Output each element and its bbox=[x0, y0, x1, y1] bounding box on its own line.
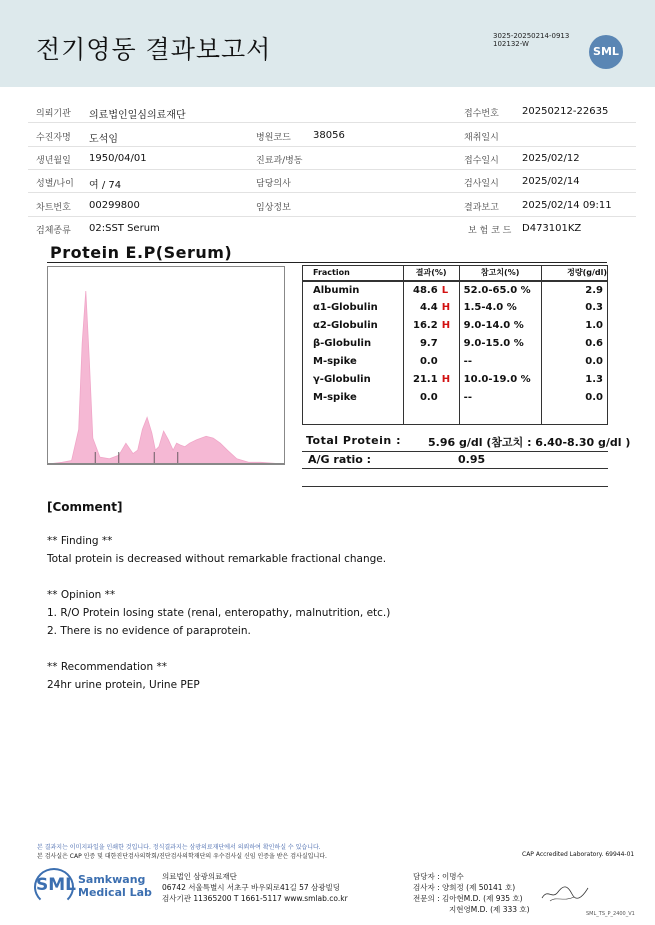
table-row-empty bbox=[303, 407, 608, 425]
opinion-line-1: 1. R/O Protein losing state (renal, enteropathy, malnutrition, etc.) bbox=[47, 607, 391, 619]
result-flag: H bbox=[441, 302, 451, 313]
fraction-reference: 9.0-14.0 % bbox=[459, 317, 541, 335]
name-value: 도석임 bbox=[89, 134, 118, 145]
electrophoresis-chart bbox=[47, 266, 285, 465]
result-value: 21.1 bbox=[413, 374, 438, 385]
divider bbox=[302, 486, 608, 487]
sex-age-value: 여 / 74 bbox=[89, 180, 122, 191]
footer-note-print: 본 결과지는 이미지파일을 인쇄한 것입니다. 정식결과지는 삼광의료재단에서 의뢰하여 확인하실 수 있습니다. bbox=[37, 844, 321, 851]
fraction-result bbox=[403, 353, 459, 371]
fraction-quantity: 0.6 bbox=[541, 335, 607, 353]
header-fraction: Fraction bbox=[303, 266, 404, 281]
fraction-name: γ-Globulin bbox=[303, 371, 404, 389]
institution-value: 의료법인일심의료재단 bbox=[89, 110, 186, 121]
samkwang-logo bbox=[36, 870, 156, 900]
footer-note-accreditation: 본 검사실은 CAP 인증 및 대한진단검사의학회/진단검사의학재단의 우수검사실 신임 인증을 받은 검사실입니다. bbox=[37, 853, 327, 860]
table-row bbox=[303, 371, 608, 389]
result-flag: L bbox=[441, 284, 449, 296]
info-row-birth bbox=[28, 147, 636, 170]
page-title: 전기영동 결과보고서 bbox=[36, 35, 272, 64]
finding-heading: ** Finding ** bbox=[47, 535, 113, 547]
header-result: 결과(%) bbox=[403, 266, 459, 281]
signature-image bbox=[540, 882, 590, 904]
fraction-reference: 1.5-4.0 % bbox=[459, 299, 541, 317]
doctor-label: 담당의사 bbox=[256, 179, 291, 189]
report-date-value: 2025/02/14 09:11 bbox=[522, 200, 612, 211]
section-title: Protein E.P(Serum) bbox=[50, 243, 233, 262]
empty-cell bbox=[303, 407, 404, 425]
specialist-1: 전문의 : 김아현M.D. (제 935 호) bbox=[413, 894, 523, 903]
fraction-result bbox=[403, 335, 459, 353]
info-row-name bbox=[28, 124, 636, 147]
info-row-sex-age bbox=[28, 170, 636, 193]
fraction-result bbox=[403, 371, 459, 389]
fraction-quantity: 0.0 bbox=[541, 389, 607, 407]
result-value: 48.6 bbox=[413, 284, 438, 296]
table-header-row bbox=[303, 266, 608, 281]
fraction-name: M-spike bbox=[303, 389, 404, 407]
form-id: SML_TS_P_2400_V1 bbox=[586, 911, 635, 917]
header-quantity: 정량(g/dl) bbox=[541, 266, 607, 281]
fraction-name: M-spike bbox=[303, 353, 404, 371]
fraction-result bbox=[403, 389, 459, 407]
fraction-name: α1-Globulin bbox=[303, 299, 404, 317]
birth-label: 생년월일 bbox=[36, 156, 71, 166]
test-date-label: 검사일시 bbox=[464, 179, 499, 189]
report-code-line2: 102132-W bbox=[493, 40, 529, 48]
fraction-name: β-Globulin bbox=[303, 335, 404, 353]
fraction-quantity: 2.9 bbox=[541, 281, 607, 299]
recommendation-text: 24hr urine protein, Urine PEP bbox=[47, 679, 200, 691]
tester: 검사자 : 양희정 (제 50141 호) bbox=[413, 883, 516, 892]
receipt-no-label: 접수번호 bbox=[464, 109, 499, 119]
total-protein-label: Total Protein : bbox=[306, 434, 401, 447]
opinion-line-2: 2. There is no evidence of paraprotein. bbox=[47, 625, 251, 637]
info-row-chart-no bbox=[28, 194, 636, 217]
logo-abbreviation: SML bbox=[36, 870, 70, 900]
fraction-reference: 9.0-15.0 % bbox=[459, 335, 541, 353]
table-row bbox=[303, 299, 608, 317]
result-flag: H bbox=[441, 320, 451, 331]
result-value: 16.2 bbox=[413, 320, 438, 331]
fraction-name: α2-Globulin bbox=[303, 317, 404, 335]
receipt-no-value: 20250212-22635 bbox=[522, 106, 609, 117]
receipt-date-value: 2025/02/12 bbox=[522, 153, 580, 164]
finding-text: Total protein is decreased without remarkable fractional change. bbox=[47, 553, 387, 565]
result-value: 0.0 bbox=[419, 392, 438, 403]
chart-no-value: 00299800 bbox=[89, 200, 140, 211]
birth-value: 1950/04/01 bbox=[89, 153, 147, 164]
cap-accreditation: CAP Accredited Laboratory. 69944-01 bbox=[522, 851, 635, 858]
institution-label: 의뢰기관 bbox=[36, 109, 71, 119]
clinical-label: 임상정보 bbox=[256, 203, 291, 213]
insurance-code-label: 보 험 코 드 bbox=[468, 226, 512, 236]
ag-ratio-label: A/G ratio : bbox=[308, 453, 372, 466]
fraction-result bbox=[403, 281, 459, 299]
empty-cell bbox=[459, 407, 541, 425]
header-reference: 참고치(%) bbox=[459, 266, 541, 281]
divider bbox=[302, 468, 608, 469]
dept-label: 진료과/병동 bbox=[256, 156, 303, 166]
hospital-code-label: 병원코드 bbox=[256, 133, 291, 143]
table-row bbox=[303, 281, 608, 299]
org-address: 06742 서울특별시 서초구 바우뫼로41길 57 삼광빌딩 bbox=[162, 883, 341, 892]
receipt-date-label: 접수일시 bbox=[464, 156, 499, 166]
result-value: 9.7 bbox=[419, 338, 438, 349]
table-row bbox=[303, 335, 608, 353]
fraction-quantity: 0.0 bbox=[541, 353, 607, 371]
result-value: 0.0 bbox=[419, 356, 438, 367]
info-row-institution bbox=[28, 100, 636, 123]
fraction-result bbox=[403, 299, 459, 317]
specimen-label: 검체종류 bbox=[36, 226, 71, 236]
fraction-reference: -- bbox=[459, 389, 541, 407]
collect-date-label: 채취일시 bbox=[464, 133, 499, 143]
electrophoresis-curve bbox=[48, 291, 284, 464]
in-charge: 담당자 : 이명수 bbox=[413, 872, 464, 881]
fraction-quantity: 1.0 bbox=[541, 317, 607, 335]
insurance-code-value: D473101KZ bbox=[522, 223, 582, 234]
table-row bbox=[303, 389, 608, 407]
fraction-reference: -- bbox=[459, 353, 541, 371]
org-name: 의료법인 삼광의료재단 bbox=[162, 872, 237, 881]
info-row-specimen bbox=[28, 217, 636, 240]
report-code-line1: 3025-20250214-0913 bbox=[493, 32, 570, 40]
total-protein-value: 5.96 g/dl (참고치 : 6.40-8.30 g/dl ) bbox=[428, 436, 631, 449]
sml-logo-badge: SML bbox=[589, 35, 623, 69]
logo-text-line2: Medical Lab bbox=[78, 886, 152, 899]
test-date-value: 2025/02/14 bbox=[522, 176, 580, 187]
empty-cell bbox=[541, 407, 607, 425]
opinion-heading: ** Opinion ** bbox=[47, 589, 116, 601]
table-row bbox=[303, 353, 608, 371]
empty-cell bbox=[403, 407, 459, 425]
ag-ratio-value: 0.95 bbox=[458, 453, 486, 466]
hospital-code-value: 38056 bbox=[313, 130, 345, 141]
result-value: 4.4 bbox=[419, 302, 438, 313]
logo-text-line1: Samkwang bbox=[78, 873, 146, 886]
divider bbox=[302, 451, 608, 452]
table-row bbox=[303, 317, 608, 335]
name-label: 수진자명 bbox=[36, 133, 71, 143]
sex-age-label: 성별/나이 bbox=[36, 179, 74, 189]
fraction-quantity: 1.3 bbox=[541, 371, 607, 389]
fraction-quantity: 0.3 bbox=[541, 299, 607, 317]
org-contact: 검사기관 11365200 T 1661-5117 www.smlab.co.kr bbox=[162, 894, 348, 903]
section-divider bbox=[47, 262, 607, 263]
fraction-reference: 52.0-65.0 % bbox=[459, 281, 541, 299]
electrophoresis-plot bbox=[48, 267, 284, 464]
recommendation-heading: ** Recommendation ** bbox=[47, 661, 167, 673]
specialist-2: 지현영M.D. (제 333 호) bbox=[449, 905, 530, 914]
fraction-reference: 10.0-19.0 % bbox=[459, 371, 541, 389]
fraction-result bbox=[403, 317, 459, 335]
specimen-value: 02:SST Serum bbox=[89, 223, 160, 234]
chart-no-label: 차트번호 bbox=[36, 203, 71, 213]
fraction-name: Albumin bbox=[303, 281, 404, 299]
result-flag: H bbox=[441, 374, 451, 385]
fraction-table bbox=[302, 265, 608, 425]
report-date-label: 결과보고 bbox=[464, 203, 499, 213]
comment-heading: [Comment] bbox=[47, 500, 123, 514]
